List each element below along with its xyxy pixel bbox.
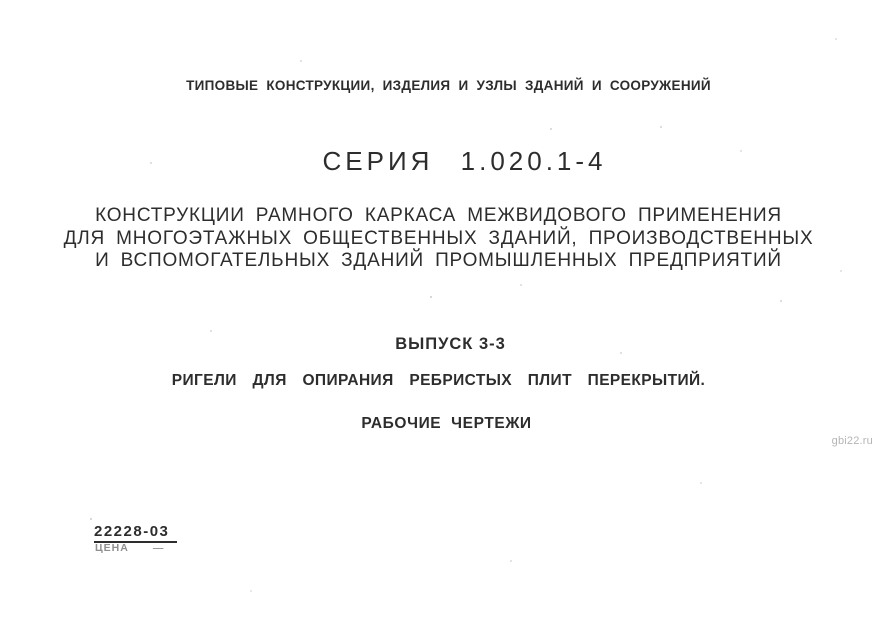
catalog-stamp-code: 22228-03	[94, 523, 177, 543]
price-value: —	[152, 542, 165, 554]
price-label: ЦЕНА	[95, 542, 129, 554]
document-category-heading: ТИПОВЫЕ КОНСТРУКЦИИ, ИЗДЕЛИЯ И УЗЛЫ ЗДАНИЙ И СООРУЖЕНИЙ	[186, 78, 711, 93]
main-title-line-1: КОНСТРУКЦИИ РАМНОГО КАРКАСА МЕЖВИДОВОГО ПРИМЕНЕНИЯ	[95, 205, 782, 226]
main-title-line-3: И ВСПОМОГАТЕЛЬНЫХ ЗДАНИЙ ПРОМЫШЛЕННЫХ ПРЕДПРИЯТИЙ	[95, 250, 782, 271]
document-type: РАБОЧИЕ ЧЕРТЕЖИ	[361, 415, 532, 432]
issue-number: ВЫПУСК 3-3	[395, 335, 506, 353]
main-title-line-2: ДЛЯ МНОГОЭТАЖНЫХ ОБЩЕСТВЕННЫХ ЗДАНИЙ, ПРОИЗВОДСТВЕННЫХ	[63, 228, 814, 249]
issue-subject: РИГЕЛИ ДЛЯ ОПИРАНИЯ РЕБРИСТЫХ ПЛИТ ПЕРЕКРЫТИЙ.	[171, 372, 706, 389]
scan-noise-speckles	[0, 0, 2, 2]
series-title: СЕРИЯ 1.020.1-4	[322, 146, 607, 176]
site-watermark: gbi22.ru	[831, 435, 873, 447]
price-line	[95, 542, 164, 554]
